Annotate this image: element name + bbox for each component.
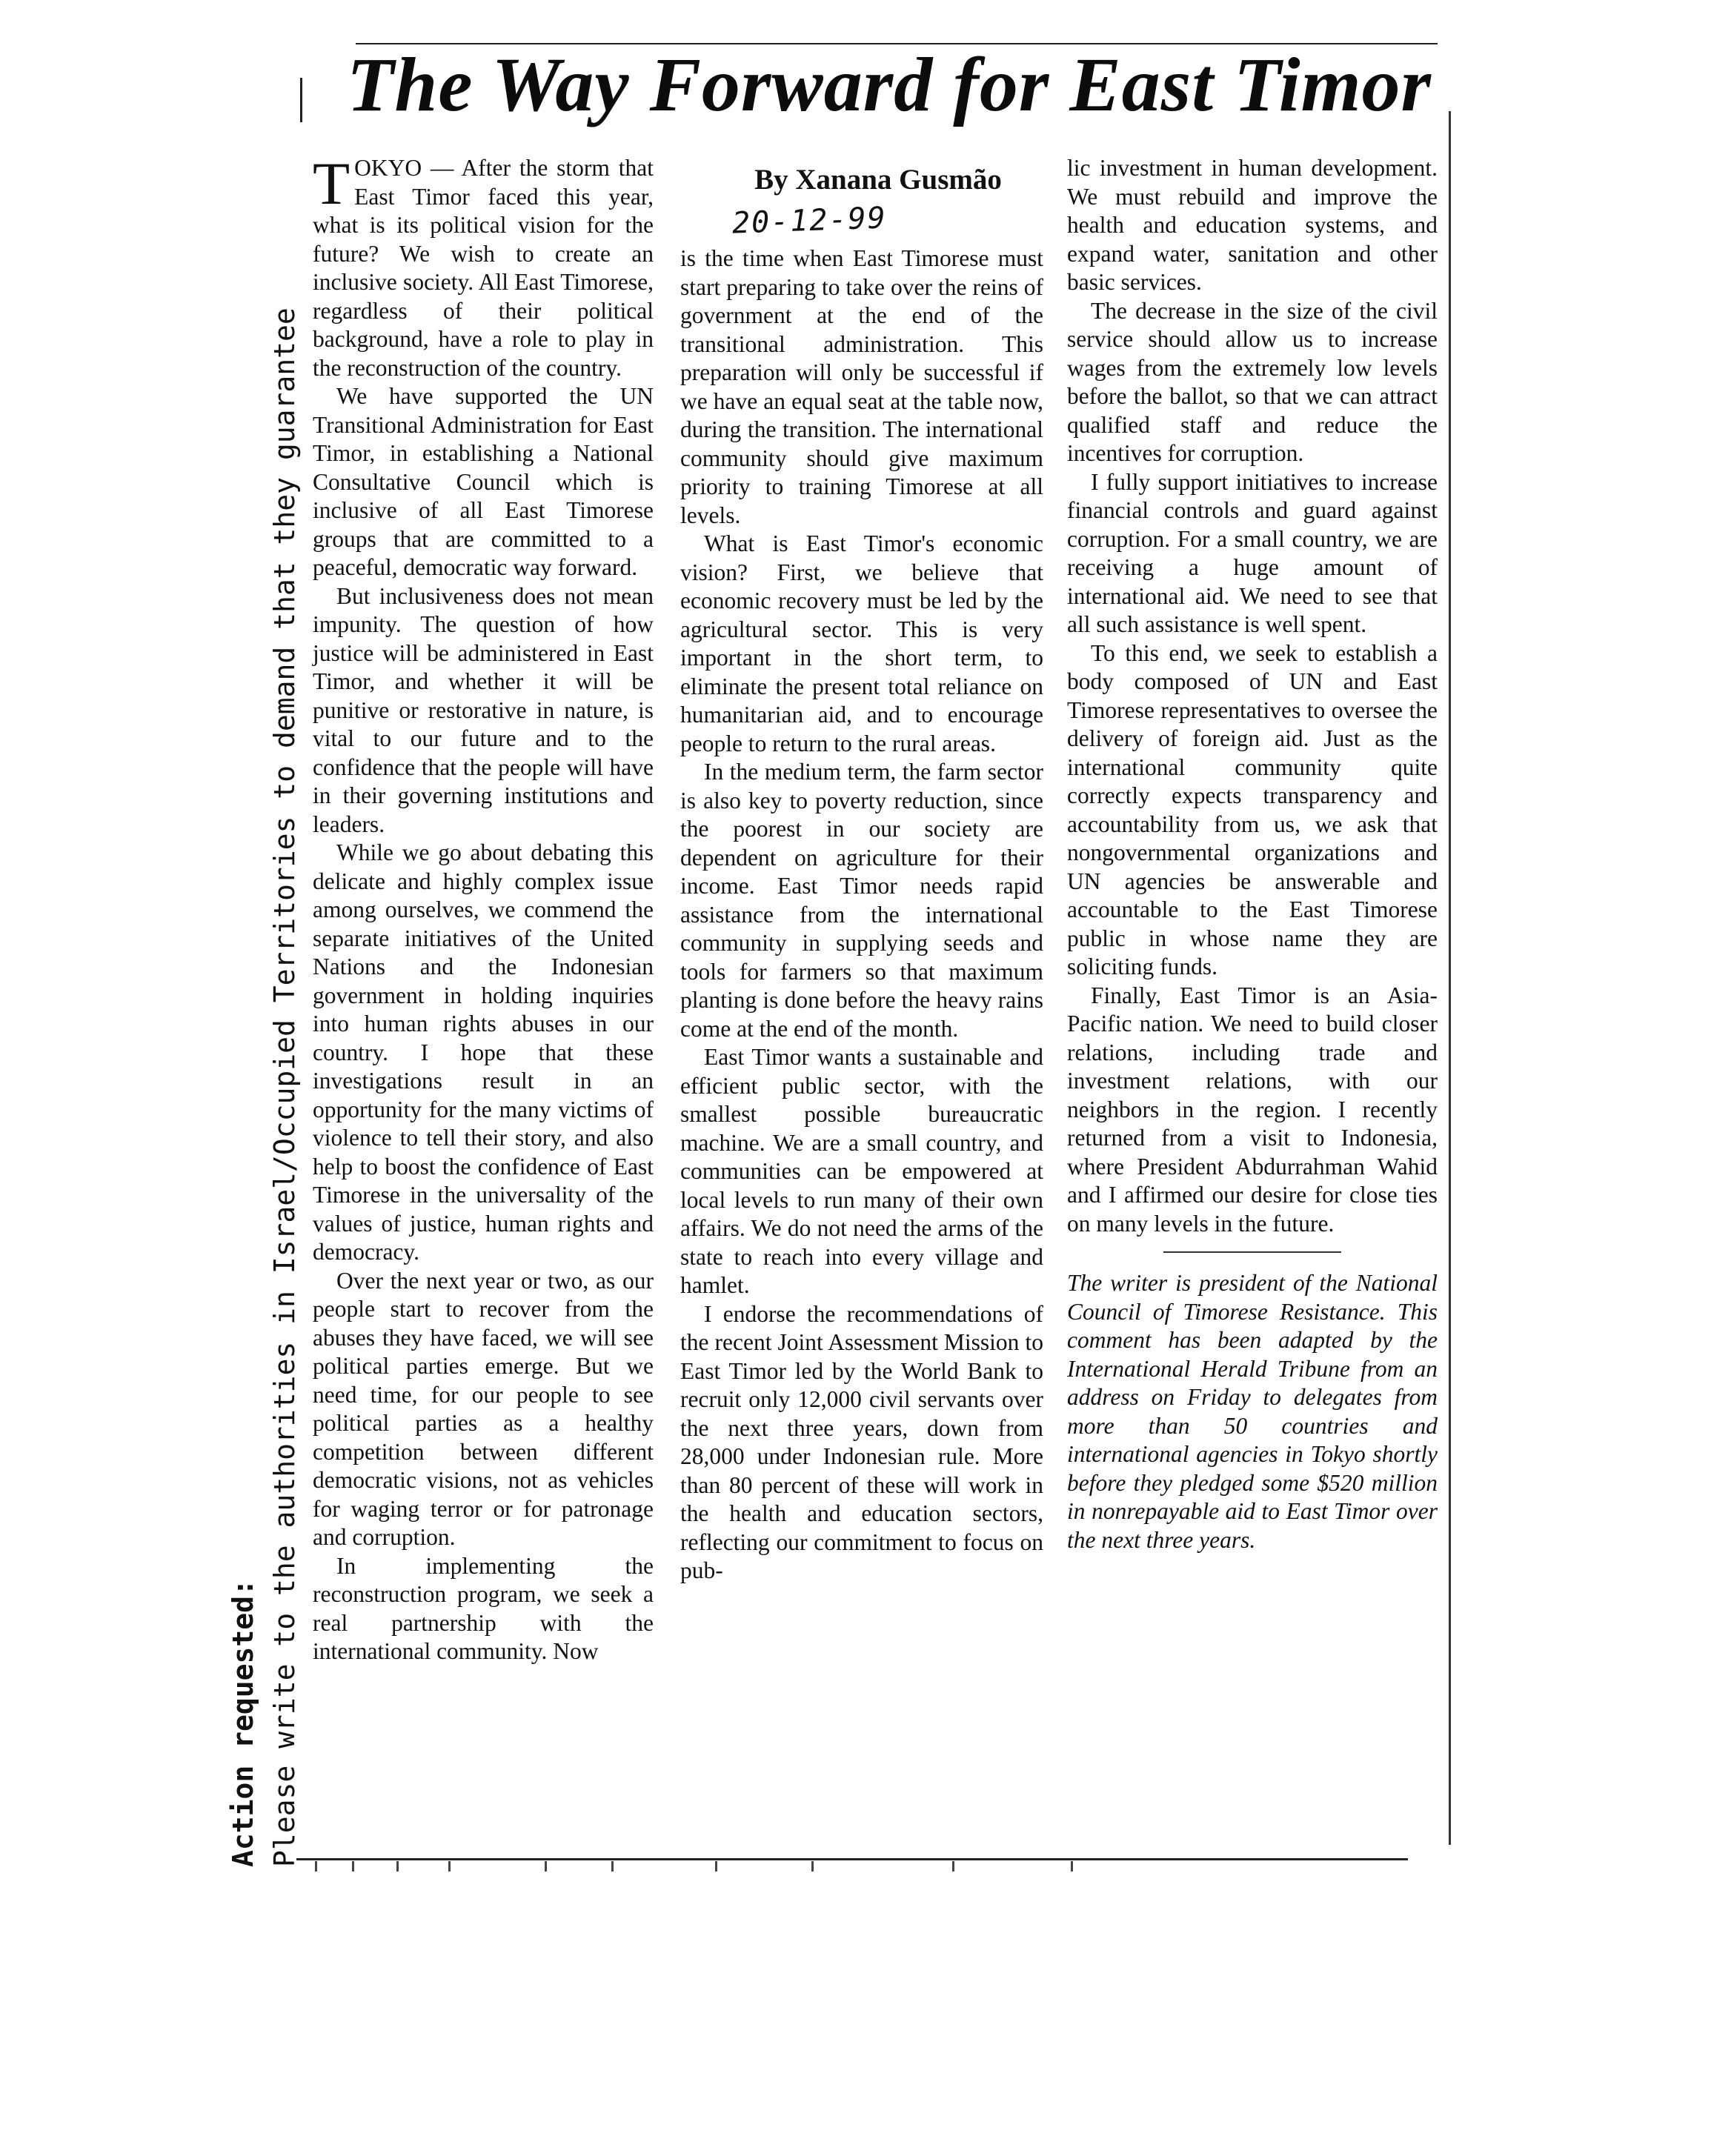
headline: The Way Forward for East Timor [347,42,1432,127]
paragraph: I fully support initiatives to increase financial controls and guard against corruption. For a small country, we are receiving a huge amount of international aid. We need to see that all such assistance is well spent. [1067,468,1438,637]
paragraph: The decrease in the size of the civil service should allow us to increase wages from the extremely low levels before the ballot, so that we can attract qualified staff and reduce the incentives for corruption. [1067,297,1438,466]
action-request-stamp [222,148,319,1867]
mark [448,1861,451,1871]
paragraph: What is East Timor's economic vision? First, we believe that economic recovery must be led by the agricultural sector. This is very important in the short term, to eliminate the present total reliance on humanitarian aid, and to encourage people to return to the rural areas. [680,530,1043,756]
mark [315,1861,317,1871]
paragraph: While we go about debating this delicate and highly complex issue among ourselves, we commend the separate initiatives of the United Nations and the Indonesian government in holding inquiries into human rights abuses in our country. I hope that these investigations result in an opportunity for the many victims of violence to tell their story, and also help to boost the confidence of East Timorese in the universality of the values of justice, human rights and democracy. [313,839,654,1265]
paragraph: But inclusiveness does not mean impunity. The question of how justice will be administered in East Timor, and whether it will be punitive or restorative in nature, is vital to our future and to the confidence that the people will have in their governing institutions and leaders. [313,582,654,837]
paragraph: Over the next year or two, as our people start to recover from the abuses they have faced, we will see political parties emerge. But we need time, for our people to see political parties as a healthy competition between different democratic visions, not as vehicles for waging terror or for patronage and corruption. [313,1267,654,1550]
paragraph: is the time when East Timorese must start preparing to take over the reins of government at the end of the transitional administration. This preparation will only be successful if we have an equal seat at the table now, during the transition. The international community should give maximum priority to training Timorese at all levels. [680,245,1043,528]
article-column-2 [680,244,1043,1586]
article-column-1 [313,150,654,1666]
paragraph: We have supported the UN Transitional Administration for East Timor, in establishing a National Consultative Council which is inclusive of all East Timorese groups that are committed to a peaceful, democratic way forward. [313,383,654,580]
paragraph: East Timor wants a sustainable and efficient public sector, with the smallest possible bureaucratic machine. We are a small country, and communities can be empowered at local levels to run many of their own affairs. We do not need the arms of the state to reach into every village and hamlet. [680,1044,1043,1298]
mark [715,1861,717,1871]
paragraph: In the medium term, the farm sector is also key to poverty reduction, since the poorest in our society are dependent on agriculture for their income. East Timor needs rapid assistance from the international community in supplying seeds and tools for farmers so that maximum planting is done before the heavy rains come at the end of the month. [680,759,1043,1042]
paragraph: To this end, we seek to establish a body composed of UN and East Timorese representatives to oversee the delivery of foreign aid. Just as the international community quite correctly expects transparency and accountability from us, we ask that nongovernmental organizations and UN agencies be answerable and accountable to the East Timorese public in whose name they are soliciting funds. [1067,639,1438,979]
mark [1071,1861,1073,1871]
stamp-line-2: Please write to the authorities in Israel/Occupied Territories to demand that they guarantee [268,307,301,1867]
mark [611,1861,614,1871]
paragraph: I endorse the recommendations of the recent Joint Assessment Mission to East Timor led by the World Bank to recruit only 12,000 civil servants over the next three years, down from 28,000 under Indonesian rule. More than 80 percent of these will work in the health and education sectors, reflecting our commitment to focus on pub- [680,1300,1043,1583]
mark [952,1861,954,1871]
mark [545,1861,547,1871]
bottom-rule [296,1858,1408,1860]
bottom-text-fragments [300,1861,1412,1898]
stamp-line-1: Action requested: [227,1579,259,1867]
mark [352,1861,354,1871]
article-column-3 [1067,154,1438,1554]
handwritten-date: 20-12-99 [731,201,888,241]
byline: By Xanana Gusmão [754,164,1002,196]
mark [811,1861,814,1871]
author-bio: The writer is president of the National Council of Timorese Resistance. This comment has been adapted by the International Herald Tribune from an address on Friday to delegates from more than 50 countries and international agencies in Tokyo shortly before they pledged some $520 million in nonrepayable aid to East Timor over the next three years. [1067,1270,1438,1553]
paragraph: In implementing the reconstruction program, we seek a real partnership with the international community. Now [313,1552,654,1664]
paragraph: lic investment in human development. We must rebuild and improve the health and education systems, and expand water, sanitation and other basic services. [1067,155,1438,295]
mark [396,1861,399,1871]
right-rule [1449,111,1451,1845]
paragraph: Finally, East Timor is an Asia-Pacific nation. We need to build closer relations, including trade and investment relations, with our neighbors in the region. I recently returned from a visit to Indonesia, where President Abdurrahman Wahid and I affirmed our desire for close ties on many levels in the future. [1067,982,1438,1237]
paragraph: TOKYO — After the storm that East Timor faced this year, what is its political vision for the future? We wish to create an inclusive society. All East Timorese, regardless of their political background, have a role to play in the reconstruction of the country. [313,150,654,381]
drop-cap: T [313,150,350,217]
left-rule [300,78,302,122]
divider [1163,1251,1341,1253]
